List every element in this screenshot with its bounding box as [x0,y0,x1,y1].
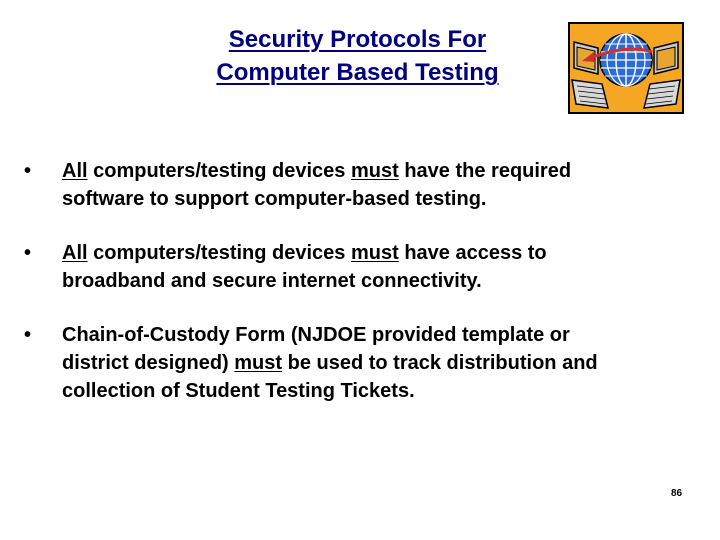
emphasis-word: must [350,242,399,264]
bullet-marker: • [24,324,32,346]
emphasis-word: All [62,160,88,182]
slide-title [150,23,565,89]
bullet-text-segment: computers/testing devices [87,160,351,182]
bullet-text [62,157,682,213]
title-line-1: Security Protocols For [228,26,487,53]
emphasis-word: All [62,242,88,264]
bullet-line [62,349,682,377]
bullet-text-segment: be used to track distribution and [282,352,598,374]
page-number: 86 [671,488,683,499]
bullet-line: collection of Student Testing Tickets. [62,380,415,402]
title-line-2: Computer Based Testing [216,59,499,86]
bullet-line [62,239,682,267]
bullet-marker: • [24,160,32,182]
bullet-marker: • [24,242,32,264]
emphasis-word: must [350,160,399,182]
bullet-text-segment: computers/testing devices [87,242,351,264]
emphasis-word: must [234,352,283,374]
bullet-text-segment: district designed) [62,352,235,374]
bullet-text [62,321,682,405]
bullet-text-segment: have access to [398,242,547,264]
bullet-line: Chain-of-Custody Form (NJDOE provided template or [62,324,570,346]
bullet-line: broadband and secure internet connectivity. [62,270,482,292]
bullet-line: software to support computer-based testing. [62,188,487,210]
networked-computers-globe-icon [568,22,684,114]
bullet-text [62,239,682,295]
bullet-text-segment: have the required [398,160,572,182]
bullet-line [62,157,682,185]
